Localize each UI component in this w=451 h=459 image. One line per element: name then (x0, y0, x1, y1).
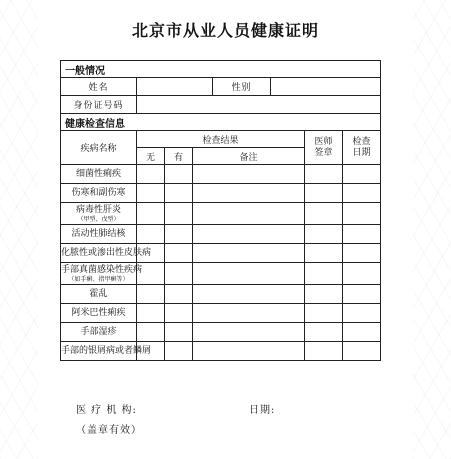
note-cell[interactable] (193, 342, 305, 361)
note-cell[interactable] (193, 263, 305, 285)
right-decoration (413, 0, 451, 459)
disease-name: 伤寒和副伤寒 (61, 184, 137, 203)
check-date-cell[interactable] (343, 323, 381, 342)
left-decoration (0, 0, 38, 459)
result-has-cell[interactable] (165, 323, 193, 342)
doctor-sign-cell[interactable] (305, 203, 343, 225)
document-title: 北京市从业人员健康证明 (131, 21, 319, 40)
disease-row (61, 285, 381, 304)
result-none-cell[interactable] (137, 323, 165, 342)
doctor-sign-cell[interactable] (305, 285, 343, 304)
doctor-sign-cell[interactable] (305, 323, 343, 342)
result-none-cell[interactable] (137, 203, 165, 225)
gender-label: 性别 (213, 78, 271, 96)
disease-name: 手部湿疹 (61, 323, 137, 342)
note-cell[interactable] (193, 323, 305, 342)
doctor-sign-cell[interactable] (305, 263, 343, 285)
disease-row (61, 304, 381, 323)
note-cell[interactable] (193, 244, 305, 263)
none-column-header: 无 (137, 148, 165, 165)
doctor-sign-cell[interactable] (305, 184, 343, 203)
result-has-cell[interactable] (165, 285, 193, 304)
doctor-sign-cell[interactable] (305, 342, 343, 361)
result-none-cell[interactable] (137, 285, 165, 304)
check-date-cell[interactable] (343, 244, 381, 263)
health-certificate-table (60, 60, 381, 361)
disease-name: 手部真菌感染性疾病 （如手癣、指甲癣等） (61, 264, 143, 283)
note-cell[interactable] (193, 165, 305, 184)
disease-row (61, 263, 381, 285)
check-date-cell[interactable] (343, 304, 381, 323)
id-value[interactable] (137, 96, 381, 114)
check-date-cell[interactable] (343, 165, 381, 184)
note-cell[interactable] (193, 304, 305, 323)
doctor-sign-cell[interactable] (305, 244, 343, 263)
disease-row (61, 323, 381, 342)
check-date-cell[interactable] (343, 225, 381, 244)
health-section-header: 健康检查信息 (61, 114, 381, 131)
disease-name: 阿米巴性痢疾 (61, 304, 137, 323)
note-cell[interactable] (193, 225, 305, 244)
result-has-cell[interactable] (165, 184, 193, 203)
check-date-cell[interactable] (343, 342, 381, 361)
disease-row (61, 165, 381, 184)
note-cell[interactable] (193, 184, 305, 203)
check-date-cell[interactable] (343, 203, 381, 225)
disease-row (61, 225, 381, 244)
note-column-header: 备注 (193, 148, 305, 165)
institution-label: 医 疗 机 构: (76, 405, 137, 416)
result-none-cell[interactable] (137, 304, 165, 323)
result-has-cell[interactable] (165, 244, 193, 263)
id-label: 身份证号码 (61, 96, 137, 114)
result-has-cell[interactable] (165, 165, 193, 184)
disease-name: 细菌性痢疾 (61, 165, 137, 184)
disease-row (61, 244, 381, 263)
disease-name: 霍乱 (61, 285, 137, 304)
date-column-header: 检查 日期 (343, 131, 381, 165)
result-has-cell[interactable] (165, 263, 193, 285)
disease-name: 手部的银屑病或者鳞屑 (61, 342, 137, 361)
disease-row (61, 203, 381, 225)
general-section-header: 一般情况 (61, 61, 381, 78)
gender-value[interactable] (271, 78, 381, 96)
has-column-header: 有 (165, 148, 193, 165)
stamp-note: （盖章有效） (76, 425, 142, 436)
result-has-cell[interactable] (165, 225, 193, 244)
note-cell[interactable] (193, 285, 305, 304)
name-value[interactable] (137, 78, 213, 96)
doctor-sign-cell[interactable] (305, 225, 343, 244)
disease-name: 化脓性或渗出性皮肤病 (61, 244, 137, 263)
result-none-cell[interactable] (137, 165, 165, 184)
disease-name: 病毒性肝炎 （甲型、戊型） (61, 203, 137, 225)
result-has-cell[interactable] (165, 342, 193, 361)
result-has-cell[interactable] (165, 203, 193, 225)
doctor-column-header: 医师 签章 (305, 131, 343, 165)
disease-row (61, 184, 381, 203)
check-date-cell[interactable] (343, 285, 381, 304)
check-date-cell[interactable] (343, 184, 381, 203)
result-none-cell[interactable] (137, 184, 165, 203)
check-date-cell[interactable] (343, 263, 381, 285)
note-cell[interactable] (193, 203, 305, 225)
result-none-cell[interactable] (137, 225, 165, 244)
disease-column-header: 疾病名称 (61, 131, 137, 165)
name-label: 姓名 (61, 78, 137, 96)
doctor-sign-cell[interactable] (305, 165, 343, 184)
doctor-sign-cell[interactable] (305, 304, 343, 323)
date-label: 日期: (249, 405, 276, 416)
result-has-cell[interactable] (165, 304, 193, 323)
disease-name: 活动性肺结核 (61, 225, 137, 244)
result-column-header: 检查结果 (137, 131, 305, 148)
disease-row (61, 342, 381, 361)
